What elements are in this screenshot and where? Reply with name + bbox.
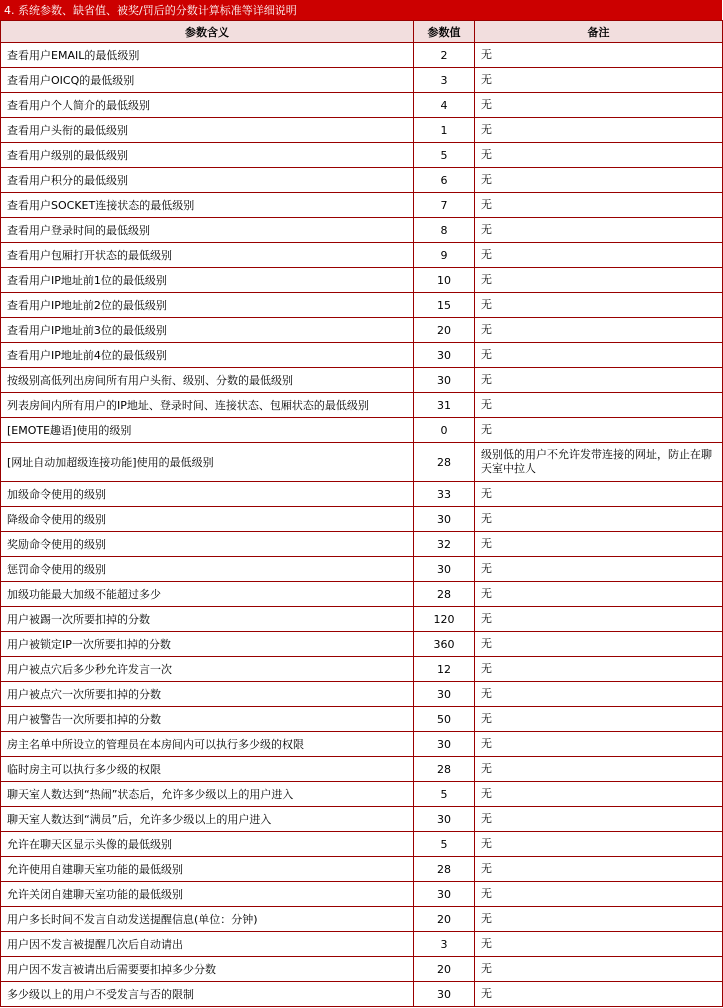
- table-row: [1, 318, 723, 343]
- row-value: 8: [414, 218, 475, 243]
- table-row: [1, 607, 723, 632]
- row-note: 无: [475, 418, 723, 443]
- row-value: 30: [414, 682, 475, 707]
- row-note: 无: [475, 982, 723, 1007]
- row-desc: 用户因不发言被提醒几次后自动请出: [1, 932, 414, 957]
- table-row: [1, 93, 723, 118]
- row-note: 无: [475, 343, 723, 368]
- row-desc: 查看用户级别的最低级别: [1, 143, 414, 168]
- row-desc: 惩罚命令使用的级别: [1, 557, 414, 582]
- row-note: 无: [475, 393, 723, 418]
- row-desc: 查看用户包厢打开状态的最低级别: [1, 243, 414, 268]
- row-value: 28: [414, 443, 475, 482]
- table-row: [1, 343, 723, 368]
- table-row: [1, 418, 723, 443]
- row-desc: 查看用户登录时间的最低级别: [1, 218, 414, 243]
- table-row: [1, 832, 723, 857]
- row-note: 无: [475, 807, 723, 832]
- row-value: 20: [414, 957, 475, 982]
- row-value: 5: [414, 143, 475, 168]
- row-note: 无: [475, 118, 723, 143]
- table-row: [1, 118, 723, 143]
- table-row: [1, 682, 723, 707]
- row-desc: 奖励命令使用的级别: [1, 532, 414, 557]
- row-desc: 按级别高低列出房间所有用户头衔、级别、分数的最低级别: [1, 368, 414, 393]
- row-desc: 聊天室人数达到“热闹”状态后，允许多少级以上的用户进入: [1, 782, 414, 807]
- table-row: [1, 582, 723, 607]
- row-note: 无: [475, 832, 723, 857]
- row-value: 2: [414, 43, 475, 68]
- row-desc: 允许在聊天区显示头像的最低级别: [1, 832, 414, 857]
- table-row: [1, 293, 723, 318]
- header-value: 参数值: [414, 21, 475, 43]
- row-desc: 用户被警告一次所要扣掉的分数: [1, 707, 414, 732]
- row-desc: 用户因不发言被请出后需要要扣掉多少分数: [1, 957, 414, 982]
- row-desc: 用户被点穴后多少秒允许发言一次: [1, 657, 414, 682]
- row-note: 无: [475, 93, 723, 118]
- row-desc: 加级命令使用的级别: [1, 482, 414, 507]
- row-note: 无: [475, 632, 723, 657]
- row-note: 无: [475, 757, 723, 782]
- row-note: 无: [475, 507, 723, 532]
- row-note: 无: [475, 657, 723, 682]
- row-value: 15: [414, 293, 475, 318]
- row-note: 无: [475, 218, 723, 243]
- table-row: [1, 268, 723, 293]
- row-value: 20: [414, 907, 475, 932]
- table-row: [1, 782, 723, 807]
- row-value: 30: [414, 343, 475, 368]
- table-header-row: [1, 21, 723, 43]
- row-desc: 允许关闭自建聊天室功能的最低级别: [1, 882, 414, 907]
- row-note: 无: [475, 243, 723, 268]
- row-value: 5: [414, 782, 475, 807]
- table-row: [1, 907, 723, 932]
- row-note: 无: [475, 732, 723, 757]
- table-row: [1, 732, 723, 757]
- row-note: 无: [475, 907, 723, 932]
- table-row: [1, 932, 723, 957]
- row-desc: 用户被踢一次所要扣掉的分数: [1, 607, 414, 632]
- row-value: 4: [414, 93, 475, 118]
- row-desc: 查看用户头衔的最低级别: [1, 118, 414, 143]
- row-note: 无: [475, 268, 723, 293]
- section-title: 4. 系统参数、缺省值、被奖/罚后的分数计算标准等详细说明: [0, 0, 722, 20]
- table-row: [1, 43, 723, 68]
- row-note: 级别低的用户不允许发带连接的网址，防止在聊天室中拉人: [475, 443, 723, 482]
- params-table: [0, 20, 723, 1007]
- row-desc: 用户被锁定IP一次所要扣掉的分数: [1, 632, 414, 657]
- row-value: 30: [414, 368, 475, 393]
- row-desc: 查看用户IP地址前1位的最低级别: [1, 268, 414, 293]
- row-note: 无: [475, 43, 723, 68]
- row-value: 30: [414, 507, 475, 532]
- table-row: [1, 243, 723, 268]
- table-row: [1, 143, 723, 168]
- row-note: 无: [475, 782, 723, 807]
- table-row: [1, 368, 723, 393]
- row-desc: 查看用户EMAIL的最低级别: [1, 43, 414, 68]
- row-note: 无: [475, 368, 723, 393]
- row-value: 33: [414, 482, 475, 507]
- row-desc: 用户多长时间不发言自动发送提醒信息(单位：分钟): [1, 907, 414, 932]
- table-row: [1, 68, 723, 93]
- row-value: 30: [414, 982, 475, 1007]
- row-note: 无: [475, 957, 723, 982]
- row-desc: 查看用户个人简介的最低级别: [1, 93, 414, 118]
- row-desc: 用户被点穴一次所要扣掉的分数: [1, 682, 414, 707]
- row-value: 28: [414, 857, 475, 882]
- table-row: [1, 532, 723, 557]
- table-row: [1, 857, 723, 882]
- table-row: [1, 557, 723, 582]
- row-value: 50: [414, 707, 475, 732]
- row-value: 28: [414, 582, 475, 607]
- row-desc: 临时房主可以执行多少级的权限: [1, 757, 414, 782]
- row-value: 30: [414, 882, 475, 907]
- row-desc: [EMOTE趣语]使用的级别: [1, 418, 414, 443]
- row-note: 无: [475, 482, 723, 507]
- row-value: 30: [414, 557, 475, 582]
- table-row: [1, 982, 723, 1007]
- header-desc: 参数含义: [1, 21, 414, 43]
- row-desc: 房主名单中所设立的管理员在本房间内可以执行多少级的权限: [1, 732, 414, 757]
- table-row: [1, 393, 723, 418]
- row-value: 20: [414, 318, 475, 343]
- row-desc: 多少级以上的用户不受发言与否的限制: [1, 982, 414, 1007]
- row-desc: 查看用户IP地址前4位的最低级别: [1, 343, 414, 368]
- table-row: [1, 807, 723, 832]
- row-value: 120: [414, 607, 475, 632]
- row-note: 无: [475, 607, 723, 632]
- header-note: 备注: [475, 21, 723, 43]
- table-row: [1, 168, 723, 193]
- row-desc: 列表房间内所有用户的IP地址、登录时间、连接状态、包厢状态的最低级别: [1, 393, 414, 418]
- row-desc: 聊天室人数达到“满员”后，允许多少级以上的用户进入: [1, 807, 414, 832]
- row-note: 无: [475, 707, 723, 732]
- row-value: 12: [414, 657, 475, 682]
- table-body: [1, 43, 723, 1007]
- row-note: 无: [475, 68, 723, 93]
- row-value: 30: [414, 807, 475, 832]
- row-desc: 加级功能最大加级不能超过多少: [1, 582, 414, 607]
- row-value: 6: [414, 168, 475, 193]
- row-value: 360: [414, 632, 475, 657]
- row-value: 31: [414, 393, 475, 418]
- table-row: [1, 957, 723, 982]
- row-note: 无: [475, 932, 723, 957]
- row-note: 无: [475, 857, 723, 882]
- row-value: 9: [414, 243, 475, 268]
- row-note: 无: [475, 682, 723, 707]
- table-row: [1, 632, 723, 657]
- row-note: 无: [475, 318, 723, 343]
- row-value: 28: [414, 757, 475, 782]
- table-row: [1, 507, 723, 532]
- row-desc: 允许使用自建聊天室功能的最低级别: [1, 857, 414, 882]
- row-value: 3: [414, 68, 475, 93]
- row-desc: 查看用户IP地址前3位的最低级别: [1, 318, 414, 343]
- row-desc: 查看用户IP地址前2位的最低级别: [1, 293, 414, 318]
- row-desc: 查看用户积分的最低级别: [1, 168, 414, 193]
- row-value: 3: [414, 932, 475, 957]
- table-row: [1, 757, 723, 782]
- row-desc: 查看用户SOCKET连接状态的最低级别: [1, 193, 414, 218]
- row-value: 1: [414, 118, 475, 143]
- table-row: [1, 707, 723, 732]
- row-note: 无: [475, 293, 723, 318]
- row-value: 7: [414, 193, 475, 218]
- row-note: 无: [475, 582, 723, 607]
- row-note: 无: [475, 557, 723, 582]
- table-row: [1, 218, 723, 243]
- table-row: [1, 482, 723, 507]
- table-row: [1, 193, 723, 218]
- table-row: [1, 882, 723, 907]
- row-value: 32: [414, 532, 475, 557]
- row-note: 无: [475, 882, 723, 907]
- row-value: 0: [414, 418, 475, 443]
- row-desc: 查看用户OICQ的最低级别: [1, 68, 414, 93]
- row-note: 无: [475, 143, 723, 168]
- table-row: [1, 657, 723, 682]
- row-desc: 降级命令使用的级别: [1, 507, 414, 532]
- row-value: 10: [414, 268, 475, 293]
- row-value: 5: [414, 832, 475, 857]
- row-note: 无: [475, 532, 723, 557]
- row-note: 无: [475, 168, 723, 193]
- row-note: 无: [475, 193, 723, 218]
- table-row: [1, 443, 723, 482]
- row-value: 30: [414, 732, 475, 757]
- row-desc: [网址自动加超级连接功能]使用的最低级别: [1, 443, 414, 482]
